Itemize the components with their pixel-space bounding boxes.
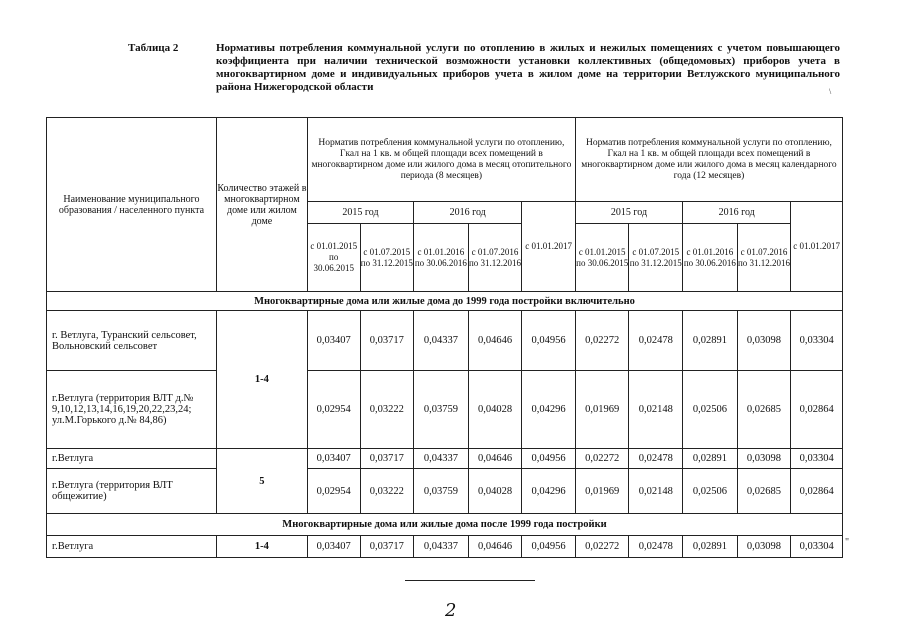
col-header-name: Наименование муниципального образования / населенного пункта xyxy=(47,118,217,292)
stray-mark: " xyxy=(845,537,850,548)
value-cell: 0,02272 xyxy=(575,311,629,371)
year-header: 2015 год xyxy=(575,202,682,224)
year-header: 2015 год xyxy=(307,202,413,224)
location-cell: г. Ветлуга, Туранский сельсовет, Вольновский сельсовет xyxy=(47,311,217,371)
norms-table xyxy=(46,117,843,558)
value-cell: 0,02148 xyxy=(629,371,683,449)
value-cell: 0,04337 xyxy=(414,311,469,371)
value-cell: 0,02891 xyxy=(683,311,738,371)
period-header: с 01.07.2015 по 31.12.2015 xyxy=(629,224,683,292)
col-group-calendar-year: Норматив потребления коммунальной услуги по отоплению, Гкал на 1 кв. м общей площади всех помещений в многоквартирном доме или жилого дома в месяц календарного года (12 месяцев) xyxy=(575,118,842,202)
period-header: с 01.07.2016 по 31.12.2016 xyxy=(468,224,522,292)
table-title: Нормативы потребления коммунальной услуги по отоплению в жилых и нежилых помещениях с учетом повышающего коэффициента при наличии технической возможности установки коллективных (общедомовых) приборов учета в многоквартирном доме и индивидуальных приборов учета в жилом доме на территории Ветлужского муниципального района Нижегородской области xyxy=(216,42,840,93)
table-row xyxy=(47,469,843,514)
value-cell: 0,04296 xyxy=(522,371,576,449)
value-cell: 0,02864 xyxy=(791,469,843,514)
section-row xyxy=(47,292,843,311)
location-cell: г.Ветлуга (территория ВЛТ общежитие) xyxy=(47,469,217,514)
period-header: с 01.01.2016 по 30.06.2016 xyxy=(683,224,738,292)
floors-cell: 1-4 xyxy=(216,311,307,449)
document-header xyxy=(0,0,905,110)
value-cell: 0,03717 xyxy=(360,311,414,371)
section-title: Многоквартирные дома или жилые дома после 1999 года постройки xyxy=(47,514,843,536)
value-cell: 0,04646 xyxy=(468,536,522,558)
value-cell: 0,02148 xyxy=(629,469,683,514)
value-cell: 0,03717 xyxy=(360,449,414,469)
page-number: 2 xyxy=(445,600,457,621)
value-cell: 0,02272 xyxy=(575,449,629,469)
table-row xyxy=(47,449,843,469)
period-header: с 01.07.2016 по 31.12.2016 xyxy=(737,224,791,292)
value-cell: 0,03304 xyxy=(791,536,843,558)
value-cell: 0,03304 xyxy=(791,311,843,371)
value-cell: 0,03098 xyxy=(737,536,791,558)
value-cell: 0,03407 xyxy=(307,536,360,558)
location-cell: г.Ветлуга (территория ВЛТ д.№ 9,10,12,13,14,16,19,20,22,23,24; ул.М.Горького д.№ 84,86) xyxy=(47,371,217,449)
value-cell: 0,02685 xyxy=(737,371,791,449)
table-row xyxy=(47,311,843,371)
value-cell: 0,02954 xyxy=(307,371,360,449)
value-cell: 0,03407 xyxy=(307,311,360,371)
value-cell: 0,04296 xyxy=(522,469,576,514)
table-row xyxy=(47,536,843,558)
value-cell: 0,04646 xyxy=(468,311,522,371)
value-cell: 0,02685 xyxy=(737,469,791,514)
footer-divider xyxy=(405,580,535,581)
floors-cell: 5 xyxy=(216,449,307,514)
value-cell: 0,04646 xyxy=(468,449,522,469)
period-header: с 01.07.2015 по 31.12.2015 xyxy=(360,224,414,292)
value-cell: 0,04337 xyxy=(414,536,469,558)
period-header: с 01.01.2015 по 30.06.2015 xyxy=(307,224,360,292)
value-cell: 0,03222 xyxy=(360,371,414,449)
value-cell: 0,01969 xyxy=(575,371,629,449)
year-header: 2016 год xyxy=(414,202,522,224)
value-cell: 0,04956 xyxy=(522,536,576,558)
value-cell: 0,01969 xyxy=(575,469,629,514)
period-header: с 01.01.2016 по 30.06.2016 xyxy=(414,224,469,292)
value-cell: 0,02478 xyxy=(629,311,683,371)
value-cell: 0,04956 xyxy=(522,311,576,371)
header-row xyxy=(47,118,843,202)
value-cell: 0,04337 xyxy=(414,449,469,469)
value-cell: 0,02478 xyxy=(629,449,683,469)
period-header: с 01.01.2017 xyxy=(791,202,843,292)
value-cell: 0,02478 xyxy=(629,536,683,558)
col-group-heating-period: Норматив потребления коммунальной услуги по отоплению, Гкал на 1 кв. м общей площади всех помещений в многоквартирном доме или жилого дома в месяц отопительного периода (8 месяцев) xyxy=(307,118,575,202)
value-cell: 0,04028 xyxy=(468,469,522,514)
value-cell: 0,03759 xyxy=(414,371,469,449)
value-cell: 0,03222 xyxy=(360,469,414,514)
location-cell: г.Ветлуга xyxy=(47,449,217,469)
value-cell: 0,03304 xyxy=(791,449,843,469)
value-cell: 0,02506 xyxy=(683,469,738,514)
section-title: Многоквартирные дома или жилые дома до 1999 года постройки включительно xyxy=(47,292,843,311)
year-header: 2016 год xyxy=(683,202,791,224)
value-cell: 0,02954 xyxy=(307,469,360,514)
stray-mark: \ xyxy=(829,87,832,96)
value-cell: 0,02272 xyxy=(575,536,629,558)
value-cell: 0,04956 xyxy=(522,449,576,469)
value-cell: 0,03717 xyxy=(360,536,414,558)
value-cell: 0,02864 xyxy=(791,371,843,449)
value-cell: 0,02506 xyxy=(683,371,738,449)
value-cell: 0,03759 xyxy=(414,469,469,514)
floors-cell: 1-4 xyxy=(216,536,307,558)
table-row xyxy=(47,371,843,449)
table-label: Таблица 2 xyxy=(128,42,179,54)
value-cell: 0,03098 xyxy=(737,449,791,469)
value-cell: 0,03407 xyxy=(307,449,360,469)
location-cell: г.Ветлуга xyxy=(47,536,217,558)
value-cell: 0,04028 xyxy=(468,371,522,449)
value-cell: 0,02891 xyxy=(683,449,738,469)
section-row xyxy=(47,514,843,536)
period-header: с 01.01.2015 по 30.06.2015 xyxy=(575,224,629,292)
value-cell: 0,03098 xyxy=(737,311,791,371)
period-header: с 01.01.2017 xyxy=(522,202,576,292)
value-cell: 0,02891 xyxy=(683,536,738,558)
col-header-floors: Количество этажей в многоквартирном доме или жилом доме xyxy=(216,118,307,292)
